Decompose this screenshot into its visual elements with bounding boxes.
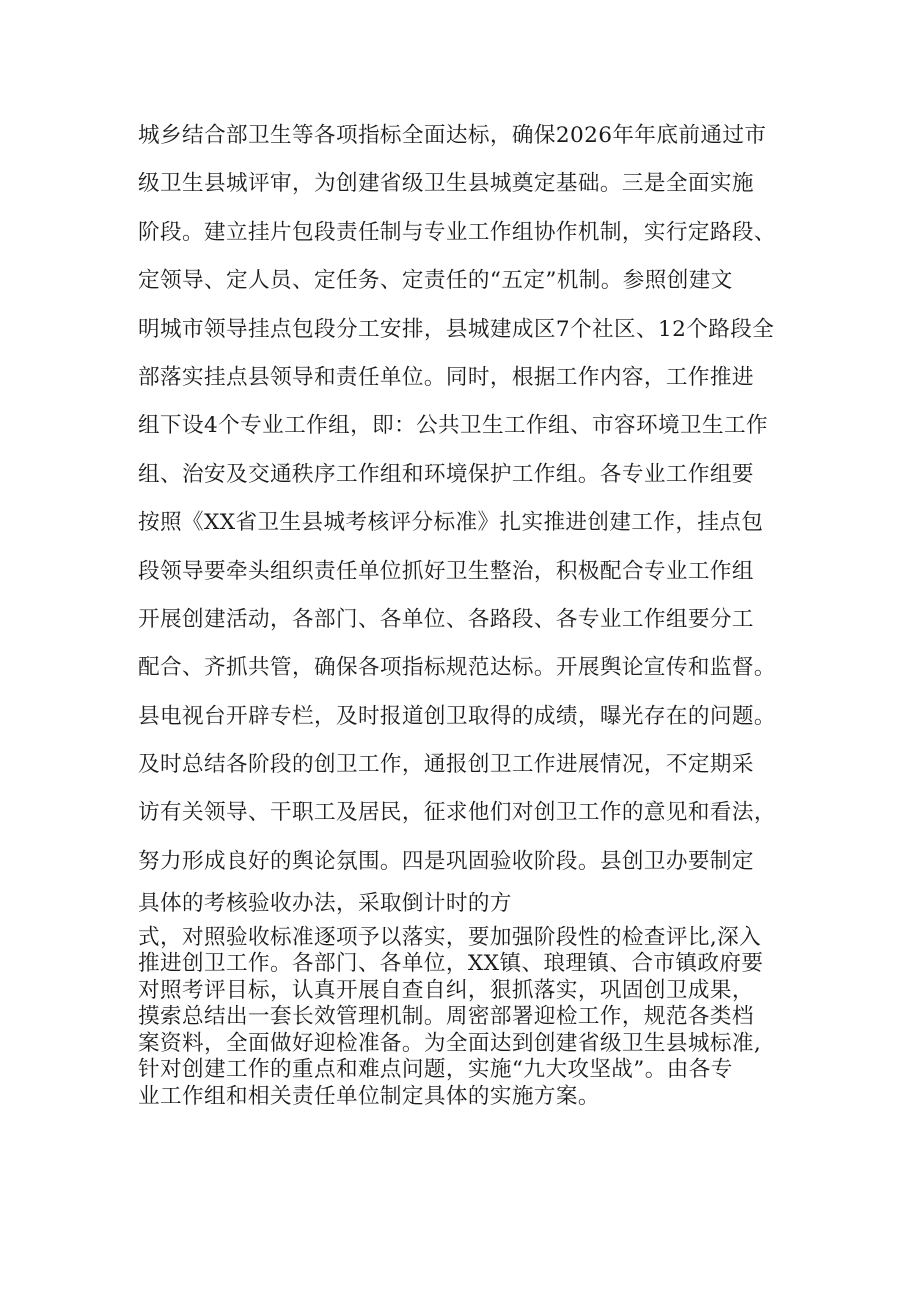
text-line: 阶段。建立挂片包段责任制与专业工作组协作机制，实行定路段、: [138, 219, 776, 245]
text-line: 业工作组和相关责任单位制定具体的实施方案。: [138, 1083, 600, 1109]
text-line: 访有关领导、干职工及居民，征求他们对创卫工作的意见和看法，: [138, 800, 776, 826]
text-line: 努力形成良好的舆论氛围。四是巩固验收阶段。县创卫办要制定: [138, 848, 754, 874]
text-line: 定领导、定人员、定任务、定责任的“五定”机制。参照创建文: [138, 268, 733, 294]
text-line: 部落实挂点县领导和责任单位。同时，根据工作内容，工作推进: [138, 364, 754, 390]
text-line: 摸索总结出一套长效管理机制。周密部署迎检工作，规范各类档: [138, 1004, 754, 1029]
text-line: 级卫生县城评审，为创建省级卫生县城奠定基础。三是全面实施: [138, 171, 754, 197]
text-line: 按照《XX省卫生县城考核评分标准》扎实推进创建工作，挂点包: [138, 510, 764, 536]
text-line: 及时总结各阶段的创卫工作，通报创卫工作进展情况，不定期采: [138, 752, 754, 778]
text-line: 组、治安及交通秩序工作组和环境保护工作组。各专业工作组要: [138, 461, 754, 487]
text-line: 式，对照验收标准逐项予以落实，要加强阶段性的检查评比,深入: [138, 924, 762, 950]
text-line: 县电视台开辟专栏，及时报道创卫取得的成绩，曝光存在的问题。: [138, 703, 776, 729]
text-line: 具体的考核验收办法，采取倒计时的方: [138, 891, 512, 916]
text-line: 城乡结合部卫生等各项指标全面达标，确保2026年年底前通过市: [138, 123, 767, 148]
text-line: 组下设4个专业工作组，即：公共卫生工作组、市容环境卫生工作: [138, 413, 768, 439]
text-line: 段领导要牵头组织责任单位抓好卫生整治，积极配合专业工作组: [138, 558, 754, 584]
text-line: 配合、齐抓共管，确保各项指标规范达标。开展舆论宣传和监督。: [138, 655, 776, 681]
text-line: 案资料，全面做好迎检准备。为全面达到创建省级卫生县城标准,: [138, 1030, 762, 1056]
compact-text-block: [138, 891, 838, 1110]
body-text-block: [138, 112, 838, 886]
text-line: 针对创建工作的重点和难点问题，实施“九大攻坚战”。由各专: [138, 1057, 733, 1082]
text-line: 开展创建活动，各部门、各单位、各路段、各专业工作组要分工: [138, 606, 754, 632]
text-line: 推进创卫工作。各部门、各单位，XX镇、琅理镇、合市镇政府要: [138, 951, 764, 976]
text-line: 明城市领导挂点包段分工安排，县城建成区7个社区、12个路段全: [138, 316, 775, 342]
text-line: 对照考评目标，认真开展自查自纠，狠抓落实，巩固创卫成果，: [138, 977, 754, 1003]
